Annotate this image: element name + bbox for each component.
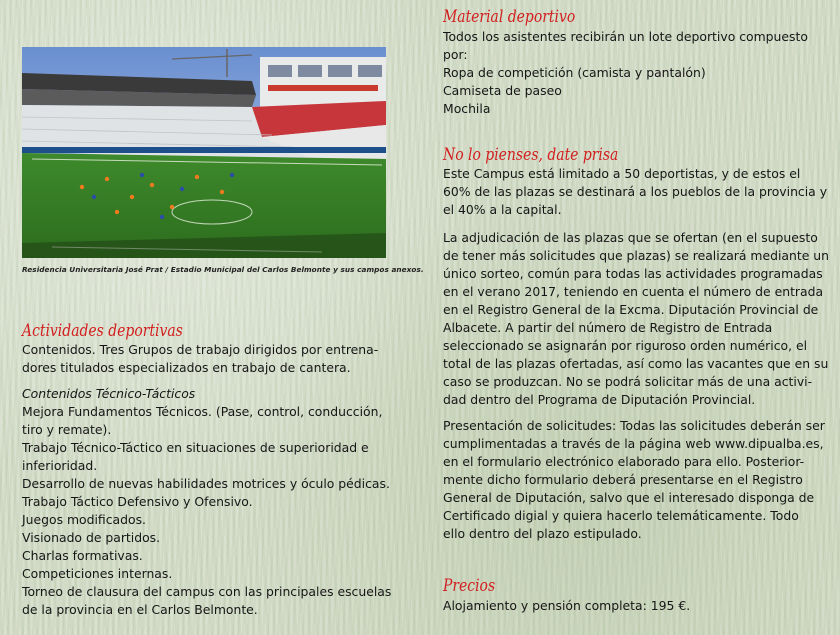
actividades-line-6: Trabajo Táctico Defensivo y Ofensivo.: [22, 494, 253, 509]
actividades-intro-line-1: Contenidos. Tres Grupos de trabajo dirigidos por entrena-: [22, 342, 379, 357]
stadium-illustration: [22, 47, 386, 258]
actividades-line-3: Trabajo Técnico-Táctico en situaciones de superioridad e: [22, 440, 369, 455]
prisa-p3-line-6: Certificado digial y quiera hacerlo telemáticamente. Todo: [443, 508, 799, 523]
material-line-4: Camiseta de paseo: [443, 83, 562, 98]
stadium-photo: [22, 47, 386, 258]
prisa-p2-line-1: La adjudicación de las plazas que se ofertan (en el supuesto: [443, 230, 818, 245]
material-line-2: por:: [443, 47, 468, 62]
precios-heading: Precios: [443, 576, 496, 596]
actividades-line-2: tiro y remate).: [22, 422, 112, 437]
actividades-intro-line-2: dores titulados especializados en trabajo de cantera.: [22, 360, 351, 375]
actividades-heading: Actividades deportivas: [22, 321, 183, 341]
actividades-line-1: Mejora Fundamentos Técnicos. (Pase, control, conducción,: [22, 404, 383, 419]
material-heading: Material deportivo: [443, 7, 576, 27]
prisa-p3-line-4: mente dicho formulario deberá presentarse en el Registro: [443, 472, 803, 487]
material-line-5: Mochila: [443, 101, 491, 116]
prisa-p2-line-6: Albacete. A partir del número de Registro de Entrada: [443, 320, 773, 335]
prisa-p2-line-5: en el Registro General de la Excma. Diputación Provincial de: [443, 302, 819, 317]
contenidos-subheading: Contenidos Técnico-Tácticos: [22, 386, 196, 401]
prisa-p2-line-2: de tener más solicitudes que plazas) se realizará mediante un: [443, 248, 829, 263]
prisa-p2-line-9: caso se produzcan. No se podrá solicitar más de una activi-: [443, 374, 813, 389]
prisa-p2-line-10: dad dentro del Programa de Diputación Provincial.: [443, 392, 756, 407]
prisa-p3-line-2: cumplimentadas a través de la página web www.dipualba.es,: [443, 436, 824, 451]
prisa-p2-line-4: en el verano 2017, teniendo en cuenta el número de entrada: [443, 284, 824, 299]
precios-line: Alojamiento y pensión completa: 195 €.: [443, 598, 691, 613]
actividades-line-11: Torneo de clausura del campus con las principales escuelas: [22, 584, 392, 599]
actividades-line-4: inferioridad.: [22, 458, 98, 473]
actividades-line-7: Juegos modificados.: [22, 512, 146, 527]
prisa-p2-line-3: único sorteo, común para todas las actividades programadas: [443, 266, 823, 281]
prisa-p3-line-5: General de Diputación, salvo que el interesado disponga de: [443, 490, 815, 505]
actividades-line-10: Competiciones internas.: [22, 566, 173, 581]
prisa-p3-line-7: ello dentro del plazo estipulado.: [443, 526, 642, 541]
prisa-p2-line-8: total de las plazas ofertadas, así como las vacantes que en su: [443, 356, 829, 371]
prisa-p2-line-7: seleccionado se asignarán por riguroso orden numérico, el: [443, 338, 808, 353]
material-line-1: Todos los asistentes recibirán un lote deportivo compuesto: [443, 29, 808, 44]
material-line-3: Ropa de competición (camista y pantalón): [443, 65, 706, 80]
actividades-line-12: de la provincia en el Carlos Belmonte.: [22, 602, 258, 617]
photo-caption: Residencia Universitaria José Prat / Estadio Municipal del Carlos Belmonte y sus campos anexos.: [22, 265, 424, 274]
prisa-p3-line-3: en el formulario electrónico elaborado para ello. Posterior-: [443, 454, 805, 469]
prisa-p1-line-2: 60% de las plazas se destinará a los pueblos de la provincia y: [443, 184, 828, 199]
actividades-line-5: Desarrollo de nuevas habilidades motrices y óculo pédicas.: [22, 476, 390, 491]
actividades-line-8: Visionado de partidos.: [22, 530, 161, 545]
prisa-p1-line-3: el 40% a la capital.: [443, 202, 562, 217]
prisa-p3-line-1: Presentación de solicitudes: Todas las solicitudes deberán ser: [443, 418, 825, 433]
actividades-line-9: Charlas formativas.: [22, 548, 143, 563]
prisa-heading: No lo pienses, date prisa: [443, 145, 619, 165]
prisa-p1-line-1: Este Campus está limitado a 50 deportistas, y de estos el: [443, 166, 801, 181]
